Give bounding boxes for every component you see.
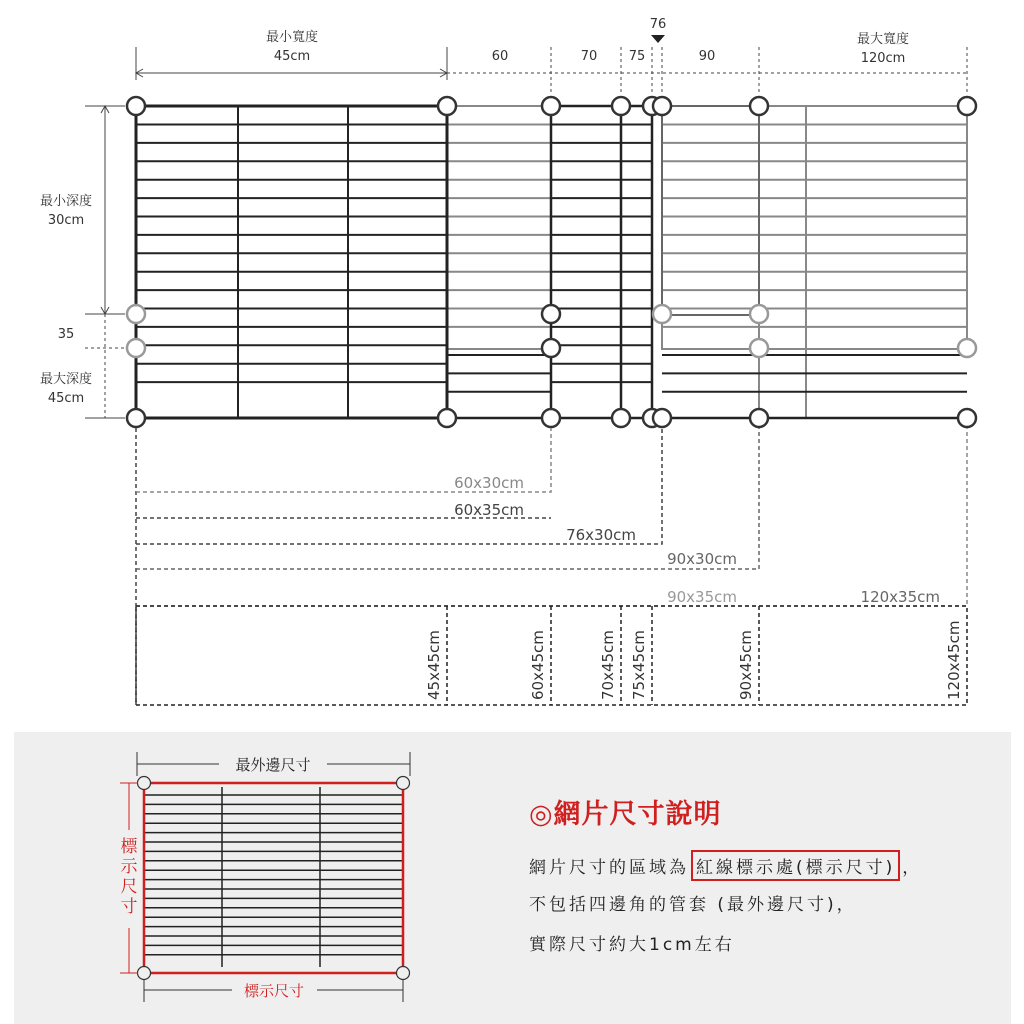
grid-45x45 — [136, 106, 447, 418]
corner-sleeve-icon — [958, 97, 976, 115]
min-width-value: 45cm — [273, 49, 311, 64]
width-60-label: 60 — [491, 49, 509, 64]
grid-rungs-right — [662, 125, 967, 327]
size-60x30-label: 60x30cm — [454, 474, 524, 492]
corner-sleeve-icon — [750, 305, 768, 323]
corner-sleeve-icon — [127, 409, 145, 427]
outer-size-label: 最外邊尺寸 — [235, 756, 311, 774]
size-90x45-label: 90x45cm — [737, 630, 755, 700]
size-76x30-label: 76x30cm — [566, 526, 636, 544]
explanation-title: ◎網片尺寸說明 — [529, 799, 722, 830]
corner-sleeve-icon — [653, 97, 671, 115]
corner-sleeve-icon — [438, 409, 456, 427]
corner-sleeve-icon — [750, 409, 768, 427]
explanation-line-1 — [529, 850, 922, 881]
corner-sleeve-icon — [612, 97, 630, 115]
corner-sleeve-icon — [542, 339, 560, 357]
width-76-label: 76 — [649, 17, 667, 32]
side-label-char: 寸 — [120, 897, 138, 917]
bottom-marked-size-label: 標示尺寸 — [243, 982, 305, 1000]
top-dimension-lines — [136, 47, 967, 95]
size-90x35-label: 90x35cm — [667, 588, 737, 606]
corner-sleeve-icon — [653, 409, 671, 427]
side-label-char: 標 — [120, 837, 138, 857]
max-depth-label: 最大深度 — [39, 372, 93, 387]
explanation-line-3: 實際尺寸約大1cm左右 — [529, 935, 735, 955]
corner-sleeve-icon — [542, 409, 560, 427]
size-120x35-label: 120x35cm — [860, 588, 940, 606]
highlight-box: 紅線標示處(標示尺寸) — [691, 850, 900, 881]
max-width-label: 最大寬度 — [856, 32, 910, 47]
grid-rungs-middle — [447, 125, 551, 327]
width-75-label: 75 — [628, 49, 646, 64]
corner-sleeve-icon — [127, 339, 145, 357]
side-marked-size-label — [121, 837, 139, 917]
grid-70-76 — [447, 106, 967, 418]
explanation-line-2: 不包括四邊角的管套 (最外邊尺寸)， — [529, 895, 857, 915]
size-120x45-label: 120x45cm — [945, 620, 963, 700]
panel-corner-sleeves — [138, 777, 410, 980]
side-label-char: 尺 — [120, 877, 138, 897]
min-depth-value: 30cm — [47, 213, 85, 228]
explanation-line-1-pre: 網片尺寸的區域為 — [529, 858, 689, 878]
corner-sleeve-icon — [438, 97, 456, 115]
corner-sleeve-icon — [750, 97, 768, 115]
max-depth-value: 45cm — [47, 391, 85, 406]
corner-sleeve-icon — [958, 409, 976, 427]
side-label-char: 示 — [120, 857, 138, 877]
corner-sleeve-icon — [542, 97, 560, 115]
size-outlines — [136, 428, 967, 705]
grid-rungs-narrow — [551, 125, 652, 383]
corner-sleeve-icon — [958, 339, 976, 357]
panel-mesh-rungs — [144, 795, 403, 955]
width-70-label: 70 — [580, 49, 598, 64]
grid-rungs-left — [136, 125, 447, 383]
min-width-label: 最小寬度 — [265, 30, 319, 45]
size-75x45-label: 75x45cm — [630, 630, 648, 700]
size-60x35-label: 60x35cm — [454, 501, 524, 519]
depth-35-label: 35 — [57, 327, 75, 342]
corner-sleeve-icon — [612, 409, 630, 427]
size-90x30-label: 90x30cm — [667, 550, 737, 568]
grid-120x35 — [662, 106, 967, 418]
width-76-marker-icon — [651, 35, 665, 43]
grid-rungs-bottom — [447, 355, 967, 392]
width-90-label: 90 — [698, 49, 716, 64]
corner-sleeve-icon — [653, 305, 671, 323]
marked-size-outline — [144, 783, 403, 973]
grid-90x30 — [662, 106, 759, 315]
explanation-line-1-post: ， — [902, 858, 923, 878]
size-45x45-label: 45x45cm — [425, 630, 443, 700]
corner-sleeve-icon — [542, 305, 560, 323]
corner-sleeve-icon — [750, 339, 768, 357]
corner-sleeve-icon — [127, 305, 145, 323]
size-60x45-label: 60x45cm — [529, 630, 547, 700]
max-width-value: 120cm — [860, 51, 906, 66]
explanation-panel — [14, 732, 1011, 1024]
corner-sleeve-icon — [127, 97, 145, 115]
size-70x45-label: 70x45cm — [599, 630, 617, 700]
min-depth-label: 最小深度 — [39, 194, 93, 209]
